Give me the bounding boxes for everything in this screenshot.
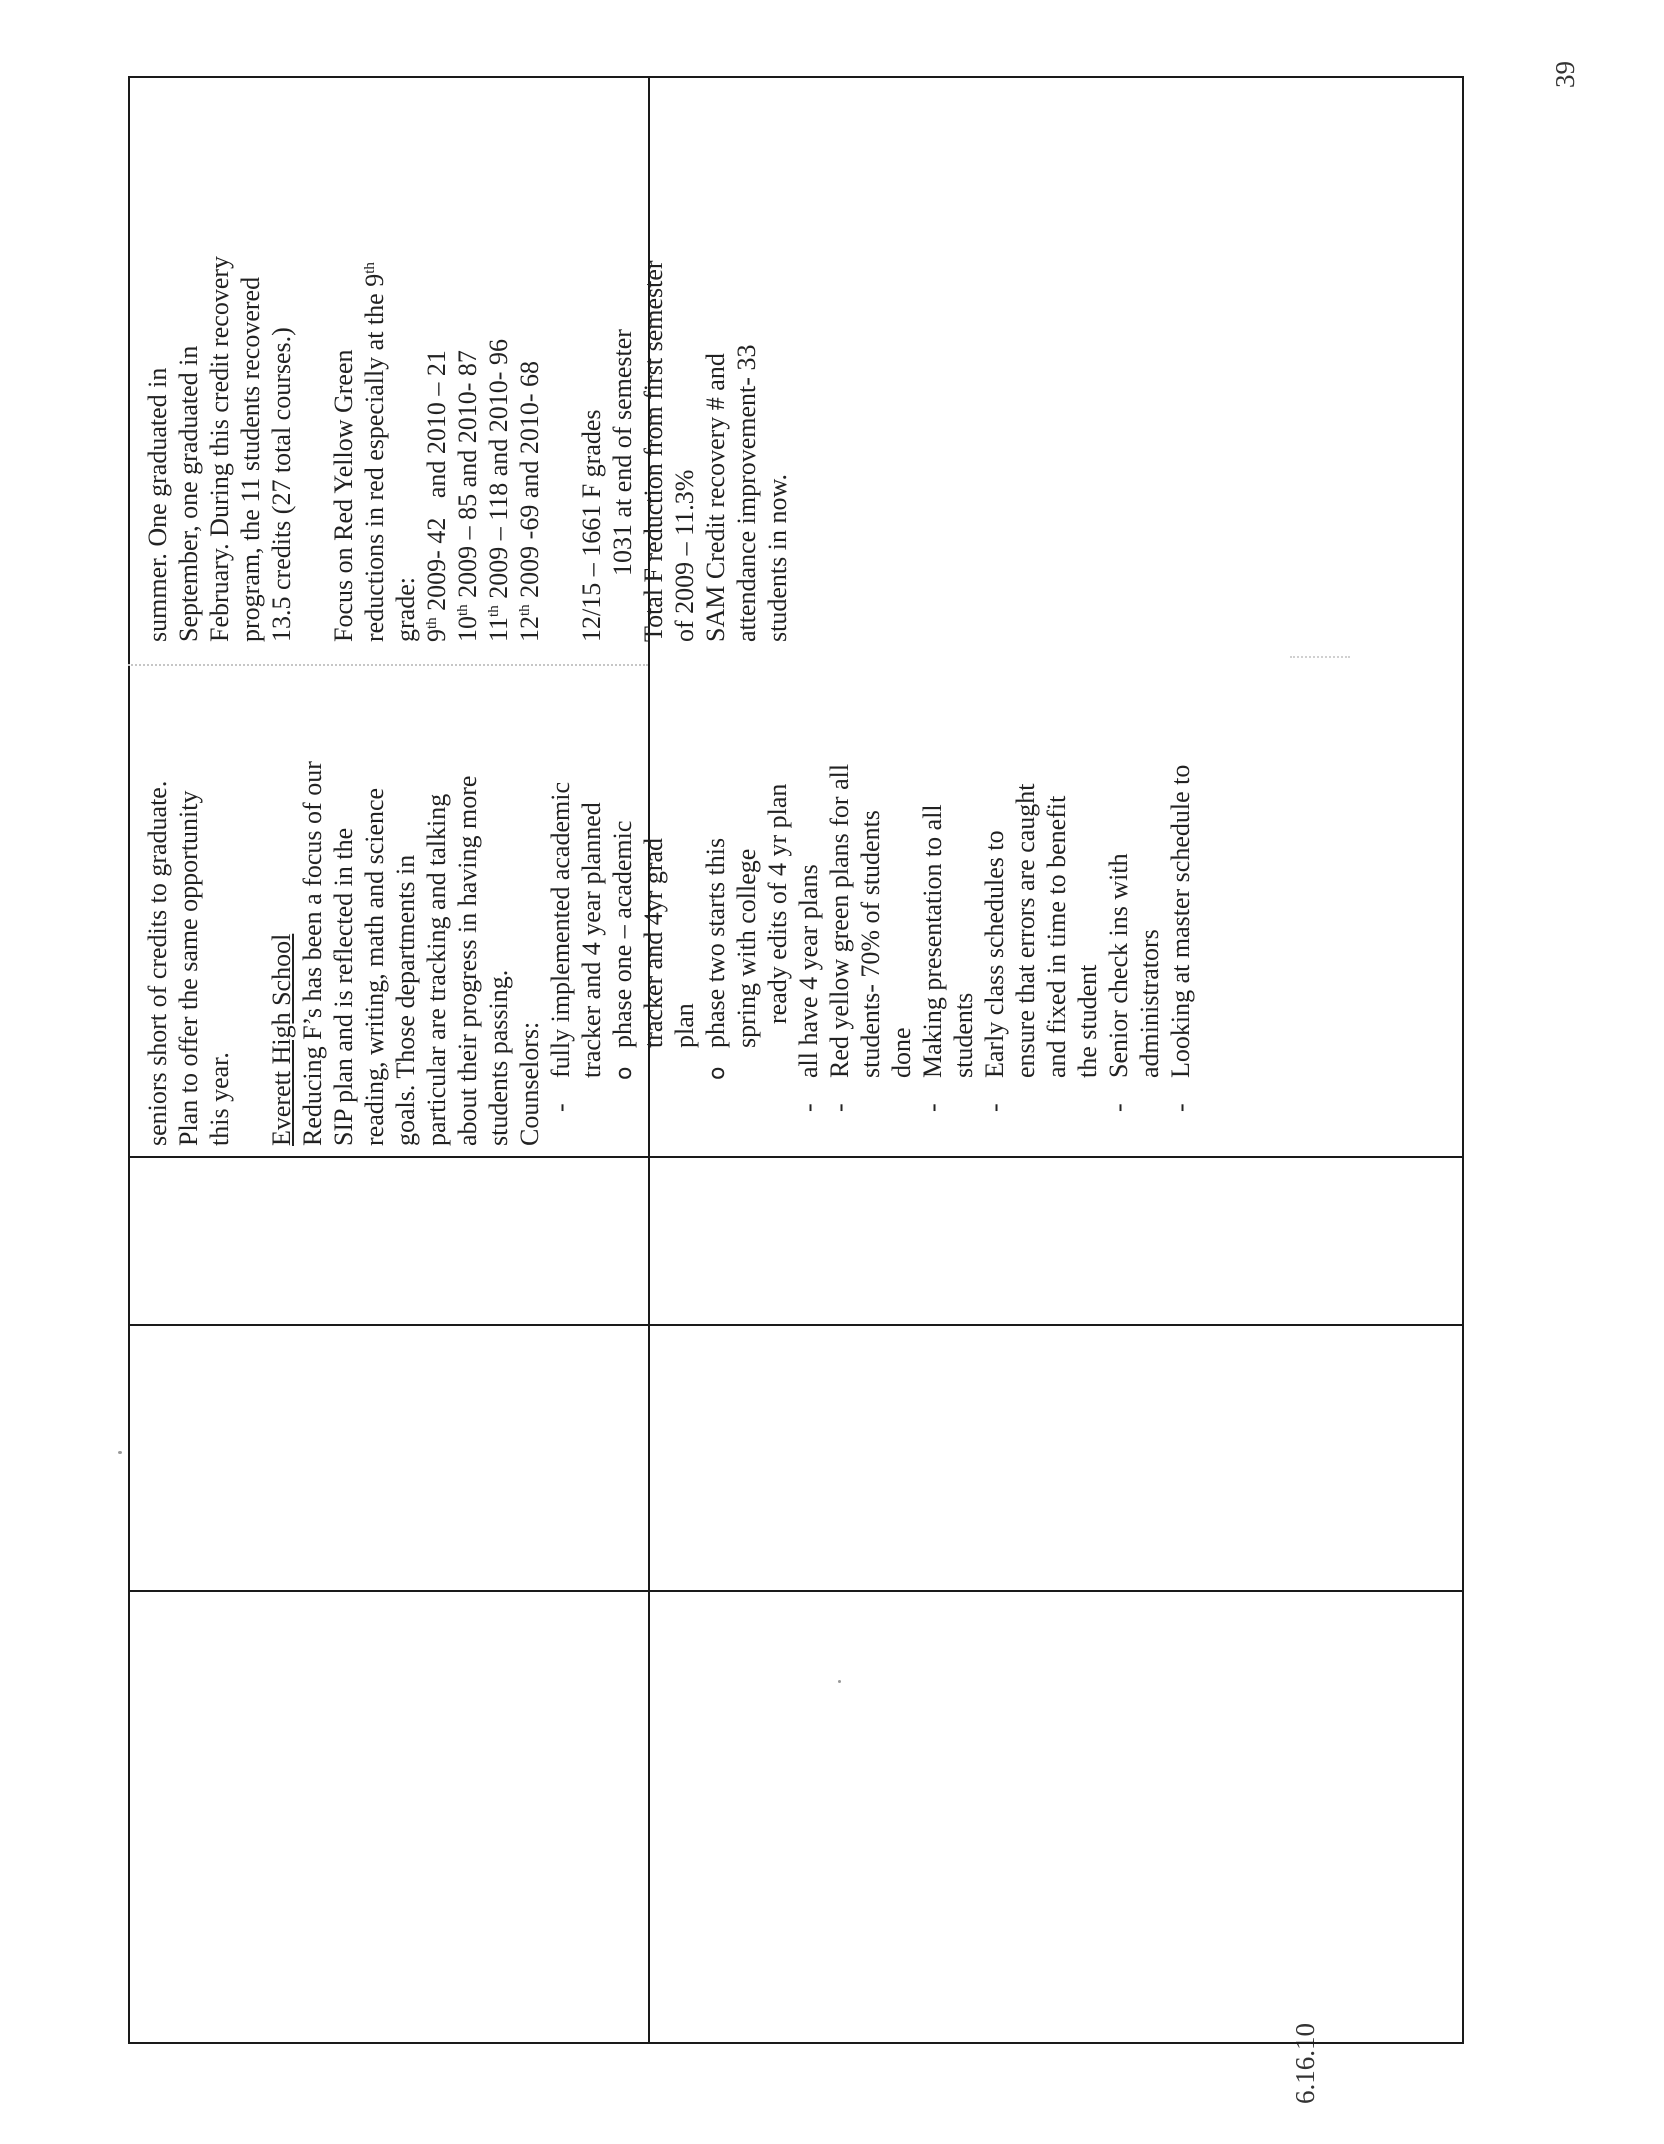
counselors-label: Counselors: xyxy=(515,1021,544,1146)
dash-marker: - xyxy=(980,1103,1009,1112)
sub-list-item-continuation xyxy=(731,556,762,1146)
results-line-grade-focus: reductions in red especially at the 9th xyxy=(360,262,389,642)
list-item-text: tracker and 4 year planned xyxy=(577,802,606,1078)
actions-intro-line: Plan to offer the same opportunity xyxy=(174,790,203,1146)
dash-marker: - xyxy=(546,1103,575,1112)
list-item xyxy=(1103,556,1134,1146)
circle-bullet-icon: o xyxy=(705,1066,730,1080)
list-item-text: Senior check ins with xyxy=(1104,853,1133,1078)
dash-marker: - xyxy=(825,1103,854,1112)
empty-cell xyxy=(130,1158,646,1322)
actions-paragraph-line: reading, writing, math and science xyxy=(360,787,389,1146)
actions-paragraph-line: particular are tracking and talking xyxy=(422,793,451,1146)
list-item-text: the student xyxy=(1073,964,1102,1078)
empty-cell xyxy=(130,1326,646,1588)
list-item-continuation xyxy=(855,556,886,1146)
sub-list-item-continuation xyxy=(762,556,793,1146)
list-item-text: done xyxy=(887,1027,916,1078)
results-line: February. During this credit recovery xyxy=(205,255,234,642)
actions-paragraph-line: goals. Those departments in xyxy=(391,854,420,1146)
list-item xyxy=(917,556,948,1146)
list-item-continuation xyxy=(1134,556,1165,1146)
results-line: of 2009 – 11.3% xyxy=(670,469,699,642)
sub-list-item-continuation xyxy=(669,556,700,1146)
list-item-text: fully implemented academic xyxy=(546,782,575,1078)
list-item-continuation xyxy=(1072,556,1103,1146)
results-line: SAM Credit recovery # and xyxy=(701,353,730,642)
scan-speck xyxy=(838,1680,841,1683)
dash-marker: - xyxy=(1166,1103,1195,1112)
actions-paragraph-line: students passing. xyxy=(484,969,513,1146)
results-line: students in now. xyxy=(763,473,792,642)
list-item-text: phase two starts this xyxy=(701,837,730,1048)
footer-date: 6.16.10 xyxy=(1290,2023,1320,2104)
results-line: September, one graduated in xyxy=(174,345,203,642)
list-item xyxy=(545,556,576,1146)
list-item-text: and fixed in time to benefit xyxy=(1042,795,1071,1078)
list-item-text: ensure that errors are caught xyxy=(1011,783,1040,1078)
list-item-text: Red yellow green plans for all xyxy=(825,763,854,1078)
actions-spacer xyxy=(235,556,266,1146)
list-item-text: students xyxy=(949,992,978,1078)
list-item-continuation xyxy=(1010,556,1041,1146)
list-item-text: tracker and 4yr grad xyxy=(639,837,668,1048)
dash-marker: - xyxy=(918,1103,947,1112)
actions-intro-line: seniors short of credits to graduate. xyxy=(143,780,172,1146)
circle-bullet-icon: o xyxy=(612,1066,637,1080)
results-line: Focus on Red Yellow Green xyxy=(329,349,358,642)
list-item-text: phase one – academic xyxy=(608,820,637,1048)
results-line: summer. One graduated in xyxy=(143,367,172,642)
list-item-continuation xyxy=(1041,556,1072,1146)
actions-intro-line: this year. xyxy=(205,1052,234,1146)
results-line-grade12: 12th 2009 -69 and 2010- 68 xyxy=(515,360,544,642)
results-line: Total F reduction from first semester xyxy=(639,260,668,642)
actions-cell xyxy=(142,556,1196,1146)
list-item-continuation xyxy=(948,556,979,1146)
results-line: 13.5 credits (27 total courses.) xyxy=(267,327,296,642)
sub-list-item xyxy=(607,556,638,1146)
list-item-text: Looking at master schedule to xyxy=(1166,764,1195,1078)
results-line-grade9: 9th 2009- 42 and 2010 – 21 xyxy=(422,350,451,642)
empty-cell xyxy=(130,1592,646,2042)
list-item-text: spring with college xyxy=(732,848,761,1048)
results-line: 1031 at end of semester xyxy=(608,329,637,576)
results-line-grade10: 10th 2009 – 85 and 2010- 87 xyxy=(453,350,482,642)
results-line: attendance improvement- 33 xyxy=(732,344,761,642)
sub-list-item-continuation xyxy=(638,556,669,1146)
results-line: program, the 11 students recovered xyxy=(236,276,265,642)
list-item-continuation xyxy=(576,556,607,1146)
list-item-text: ready edits of 4 yr plan xyxy=(763,783,792,1024)
list-item-text: administrators xyxy=(1135,929,1164,1078)
sub-list-item xyxy=(700,556,731,1146)
actions-paragraph-line: Reducing F’s has been a focus of our xyxy=(298,761,327,1146)
list-item-continuation xyxy=(886,556,917,1146)
results-line-grade11: 11th 2009 – 118 and 2010- 96 xyxy=(484,339,513,642)
list-item xyxy=(793,556,824,1146)
school-heading: Everett High School xyxy=(267,933,296,1146)
list-item-text: plan xyxy=(670,1003,699,1048)
list-item-text: Making presentation to all xyxy=(918,804,947,1078)
scan-artifact-line xyxy=(1290,656,1350,658)
actions-paragraph-line: about their progress in having more xyxy=(453,775,482,1146)
dash-marker: - xyxy=(1104,1103,1133,1112)
list-item xyxy=(979,556,1010,1146)
scan-speck xyxy=(118,1451,122,1454)
page-number: 39 xyxy=(1550,61,1580,88)
list-item-text: all have 4 year plans xyxy=(794,864,823,1078)
list-item-text: students- 70% of students xyxy=(856,810,885,1078)
list-item xyxy=(1165,556,1196,1146)
dash-marker: - xyxy=(794,1103,823,1112)
actions-paragraph-line: SIP plan and is reflected in the xyxy=(329,827,358,1146)
results-line: grade: xyxy=(391,577,420,642)
list-item xyxy=(824,556,855,1146)
results-line: 12/15 – 1661 F grades xyxy=(577,409,606,642)
list-item-text: Early class schedules to xyxy=(980,830,1009,1078)
